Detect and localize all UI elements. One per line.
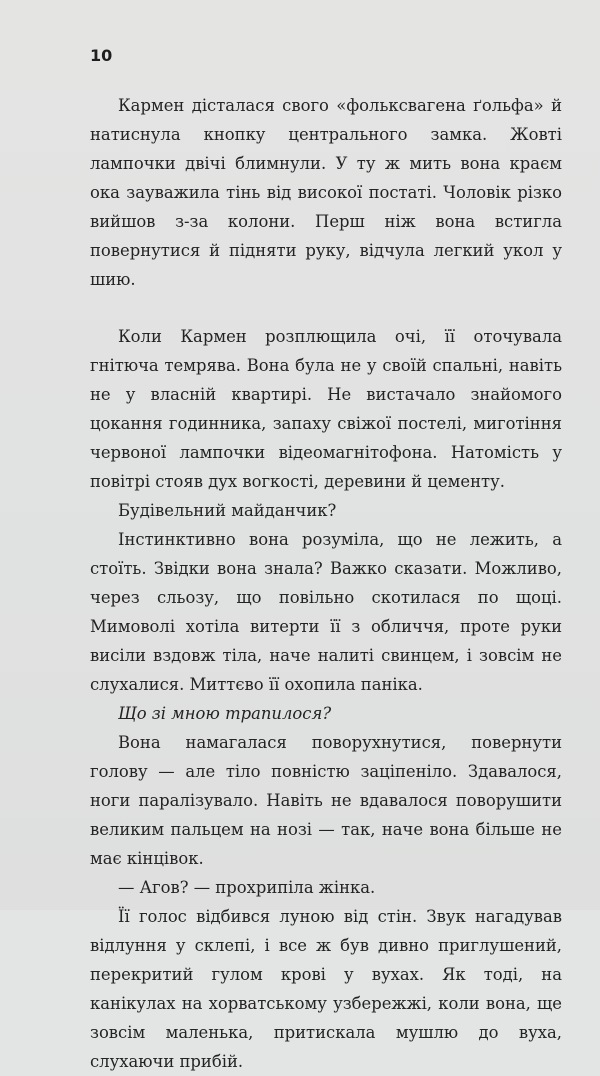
italic-thought: Що зі мною трапилося? — [118, 704, 332, 723]
page-text — [90, 91, 562, 1076]
paragraph: Вона намагалася поворухнутися, повернути голову — але тіло повністю заціпеніло. Здавалося, ноги паралізувало. Навіть не вдавалося поворушити великим пальцем на нозі — так, наче вона більше не має кінцівок. — [90, 733, 562, 868]
paragraph: Її голос відбився луною від стін. Звук нагадував відлуння у склепі, і все ж був дивно приглушений, перекритий гулом крові у вухах. Як тоді, на канікулах на хорватському узбережжі, коли вона, ще зовсім маленька, притискала мушлю до вуха, слухаючи прибій. — [90, 907, 562, 1071]
dialogue-line: — Агов? — прохрипіла жінка. — [118, 878, 376, 897]
paragraph: Коли Кармен розплющила очі, її оточувала гнітюча темрява. Вона була не у своїй спальні, навіть не у власній квартирі. Не вистачало знайомого цокання годинника, запаху свіжої постелі, миготіння червоної лампочки відеомагнітофона. Натомість у повітрі стояв дух вогкості, деревини й цементу. — [90, 327, 562, 491]
paragraph: Інстинктивно вона розуміла, що не лежить, а стоїть. Звідки вона знала? Важко сказати. Можливо, через сльозу, що повільно скотилася по щоці. Мимоволі хотіла витерти її з обличчя, проте руки висіли вздовж тіла, наче налиті свинцем, і зовсім не слухалися. Миттєво її охопила паніка. — [90, 530, 562, 694]
paragraph: Будівельний майданчик? — [118, 501, 337, 520]
paragraph: Кармен дісталася свого «фольксвагена ґольфа» й натиснула кнопку центрального замка. Жовті лампочки двічі блимнули. У ту ж мить вона краєм ока зауважила тінь від високої постаті. Чоловік різко вийшов з-за колони. Перш ніж вона встигла повернутися й підняти руку, відчула легкий укол у шию. — [90, 96, 562, 289]
page-number: 10 — [90, 46, 113, 65]
